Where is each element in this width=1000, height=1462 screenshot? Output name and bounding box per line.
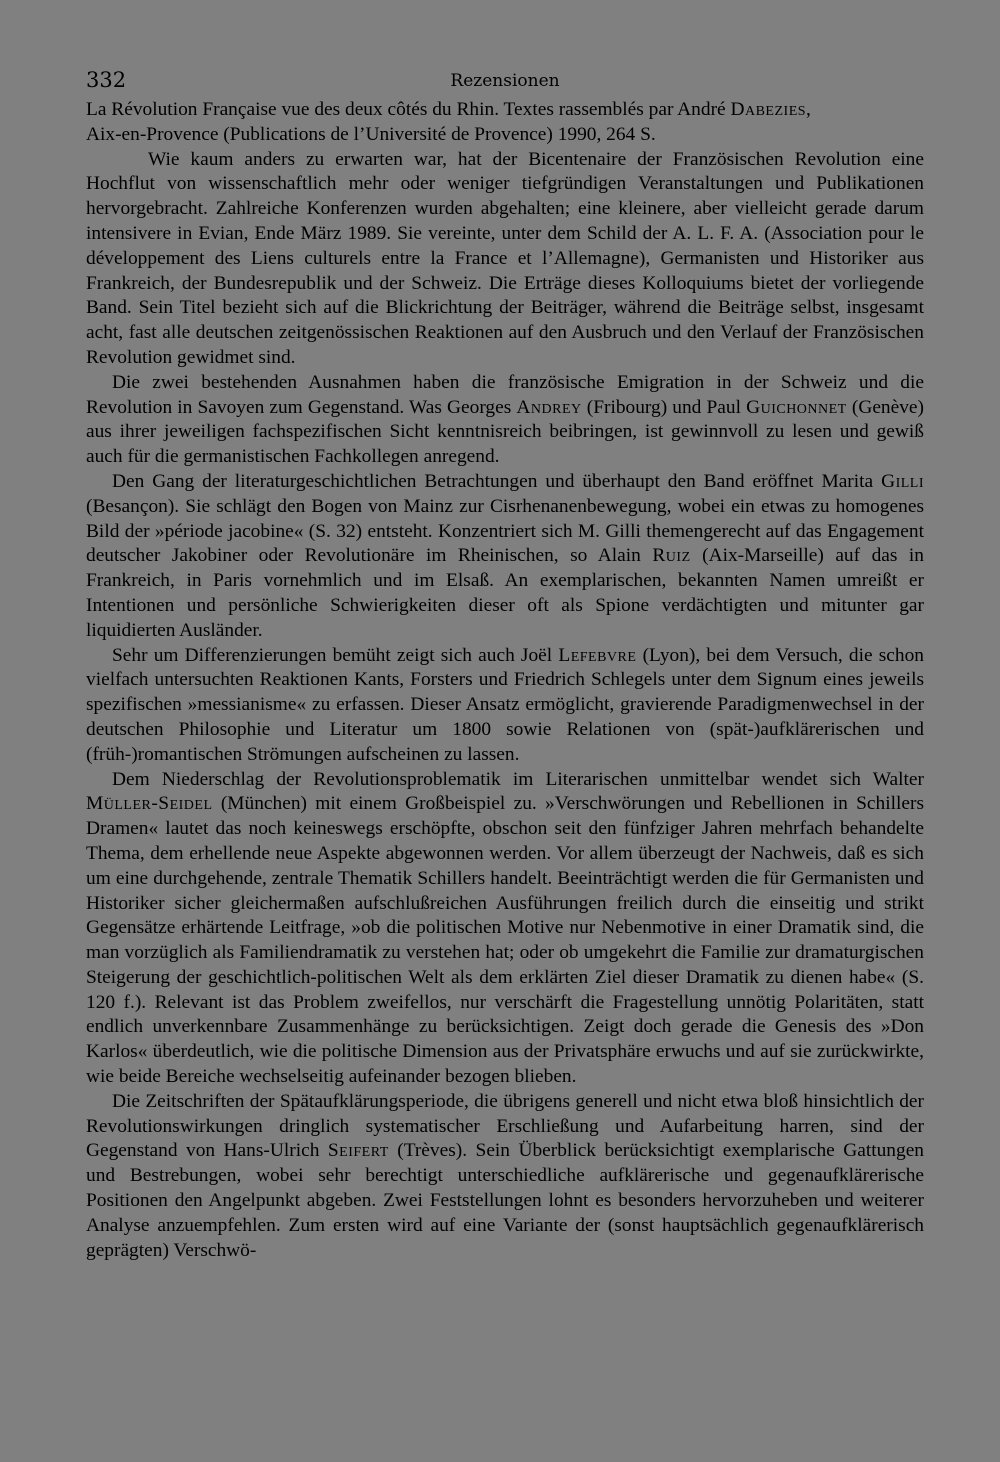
review-body: [86, 98, 924, 1263]
paragraph-5: [86, 768, 924, 1090]
paragraph-3: [86, 470, 924, 644]
paragraph-1: Wie kaum anders zu erwarten war, hat der Bicentenaire der Französischen Revolution eine Hochflut von wissenschaftlich mehr oder weniger tiefgründigen Veranstaltungen und Publikationen hervorgebracht. Zahlreiche Konferenzen wurden abgehalten; eine kleinere, aber vielleicht gerade darum intensivere in Evian, Ende März 1989. Sie vereinte, unter dem Schild der A. L. F. A. (Association pour le développement des Liens culturels entre la France et l’Allemagne), Germanisten und Historiker aus Frankreich, der Bundesrepublik und der Schweiz. Die Erträge dieses Kolloquiums bietet der vorliegende Band. Sein Titel bezieht sich auf die Blickrichtung der Beiträger, während die Beiträge selbst, insgesamt acht, fast alle deutschen zeitgenössischen Reaktionen auf den Ausbruch und den Verlauf der Französischen Revolution gewidmet sind.: [86, 148, 924, 368]
paragraph-4-text-b: (Lyon), bei dem Versuch, die schon vielfach untersuchten Reaktionen Kants, Forsters und Friedrich Schlegels unter dem Signum eines jeweils spezifischen »messianisme« zu erfassen. Dieser Ansatz ermöglicht, gravierende Paradigmenwechsel in der deutschen Philosophie und Literatur um 1800 sowie Relationen von (spät-)aufklärerischen und (früh-)romantischen Strömungen aufscheinen zu lassen.: [86, 644, 924, 765]
author-name-lefebvre: Lefebvre: [558, 644, 637, 666]
paragraph-6-text-b: (Trèves). Sein Überblick berücksichtigt exemplarische Gattungen und Bestrebungen, wobei sehr berechtigt unterschiedliche aufklärerische und gegenaufklärerische Positionen den Angelpunkt abgeben. Zwei Feststellungen lohnt es besonders hervorzuheben und weiterer Analyse anzuempfehlen. Zum ersten wird auf eine Variante der (sonst hauptsächlich gegenaufklärerisch geprägten) Verschwö-: [86, 1140, 925, 1261]
running-head: [86, 64, 924, 98]
paragraph-4: [86, 644, 924, 768]
bibliography-punct: ,: [806, 99, 811, 120]
paragraph-6-text-a: Die Zeitschriften der Spätaufklärungsperiode, die übrigens generell und nicht etwa bloß hinsichtlich der Revolutionswirkungen dringlich systematischer Erschließung und Aufarbeitung harren, sind der Gegenstand von Hans-Ulrich: [86, 1090, 924, 1162]
paragraph-2-text-c: (Genève) aus ihrer jeweiligen fachspezifischen Sicht kenntnisreich beibringen, ist gewinnvoll zu lesen und gewiß auch für die germanistischen Fachkollegen anregend.: [86, 396, 924, 468]
paragraph-4-text-a: Sehr um Differenzierungen bemüht zeigt sich auch Joël: [112, 644, 559, 666]
paragraph-2-text-a: Die zwei bestehenden Ausnahmen haben die französische Emigration in der Schweiz und die Revolution in Savoyen zum Gegenstand. Was Georges: [86, 371, 924, 418]
paragraph-3-text-b: (Besançon). Sie schlägt den Bogen von Mainz zur Cisrhenanenbewegung, wobei ein etwas zu homogenes Bild der »période jacobine« (S. 32) entsteht. Konzentriert sich M. Gilli themengerecht auf das Engagement deutscher Jakobiner oder Revolutionäre im Rheinischen, so Alain: [86, 495, 924, 567]
section-title: Rezensionen: [450, 71, 560, 91]
author-name-ruiz: Ruiz: [652, 545, 691, 567]
paragraph-2-text-b: (Fribourg) und Paul: [581, 396, 747, 418]
author-name-guichonnet: Guichonnet: [746, 396, 847, 418]
paragraph-5-text-b: (München) mit einem Großbeispiel zu. »Verschwörungen und Rebellionen in Schillers Dramen« lautet das noch keineswegs erschöpfte, obschon seit den fünfziger Jahren mehrfach behandelte Thema, dem erhellende neue Aspekte abgewonnen werden. Vor allem überzeugt der Nachweis, daß es sich um eine durchgehende, zentrale Thematik Schillers handelt. Beeinträchtigt werden die für Germanisten und Historiker sicher gleichermaßen aufschlußreichen Ausführungen freilich durch die einseitig und strikt Gegensätze erhärtende Leitfrage, »ob die politischen Motive nur Nebenmotive in einer Dramatik sind, die man vorzüglich als Familiendramatik zu verstehen hat; oder ob umgekehrt die Familie zur dramaturgischen Steigerung der geschichtlich-politischen Welt als dem erklärten Ziel dieser Dramatik zu dienen habe« (S. 120 f.). Relevant ist das Problem zweifellos, nur verschärft die Fragestellung unnötig Polaritäten, statt endlich unverkennbare Zusammenhänge zu berücksichtigen. Zeigt doch gerade die Genesis des »Don Karlos« überdeutlich, wie die politische Dimension aus der Privatsphäre erwuchs und auf sie zurückwirkte, wie beide Bereiche wechselseitig aufeinander bezogen blieben.: [86, 793, 924, 1088]
author-name-mueller-seidel: Müller-Seidel: [86, 793, 213, 815]
author-name-gilli: Gilli: [881, 470, 924, 492]
book-title: La Révolution Française vue des deux côtés du Rhin. Textes rassemblés par André: [86, 99, 731, 120]
paragraph-6: [86, 1090, 924, 1264]
editor-name: Dabezies: [730, 99, 807, 120]
paragraph-2: [86, 371, 924, 470]
publication-info: Aix-en-Provence (Publications de l’Université de Provence) 1990, 264 S.: [86, 123, 656, 145]
author-name-seifert: Seifert: [327, 1140, 389, 1162]
paragraph-5-text-a: Dem Niederschlag der Revolutionsproblematik im Literarischen unmittelbar wendet sich Walter: [112, 768, 924, 790]
bibliographic-entry: [86, 98, 924, 148]
page-number: 332: [86, 68, 127, 92]
paragraph-3-text-c: (Aix-Marseille) auf das in Frankreich, in Paris vornehmlich und im Elsaß. An exemplarischen, bekannten Namen umreißt er Intentionen und persönliche Schwierigkeiten dieser oft als Spione verdächtigten und mitunter gar liquidierten Ausländer.: [86, 545, 924, 641]
review-page: [86, 64, 924, 1263]
author-name-andrey: Andrey: [516, 396, 582, 418]
paragraph-3-text-a: Den Gang der literaturgeschichtlichen Betrachtungen und überhaupt den Band eröffnet Marita: [112, 470, 882, 492]
